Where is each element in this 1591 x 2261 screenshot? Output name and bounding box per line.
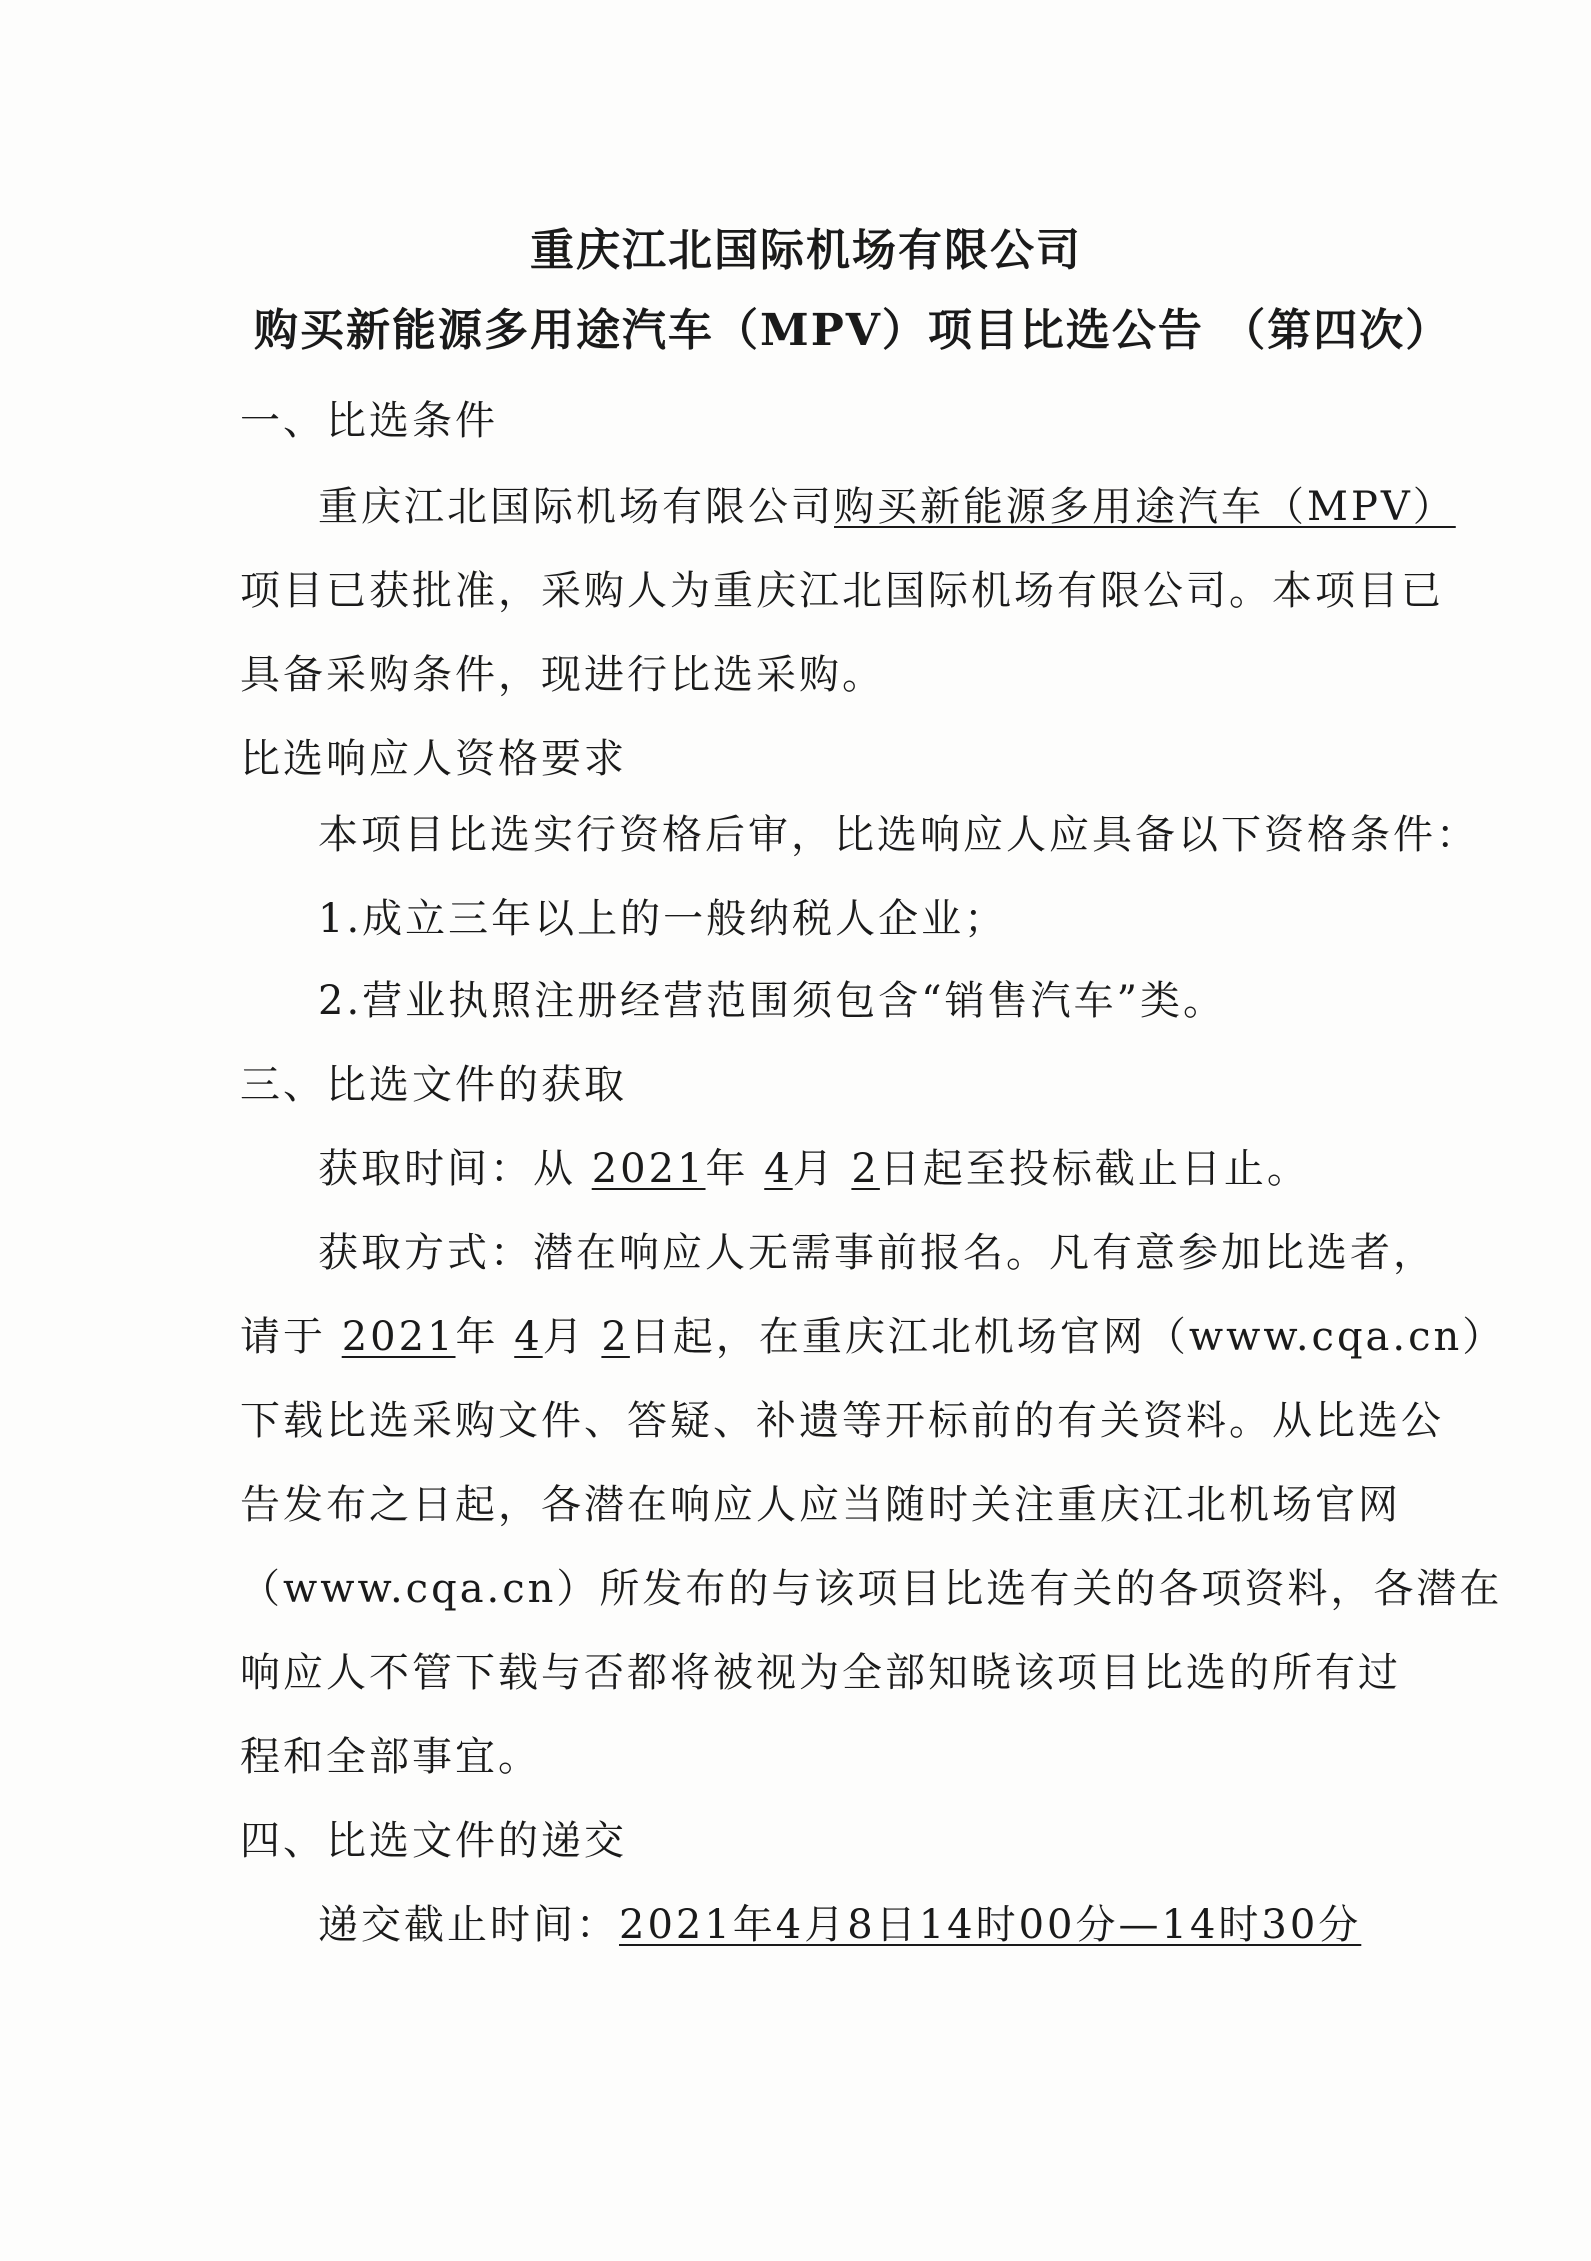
section-1-paragraph-line-1: [318, 482, 1456, 532]
acquisition-method-line-4: 告发布之日起，各潜在响应人应当随时关注重庆江北机场官网: [240, 1482, 1401, 1528]
acquisition-method-line-5: （www.cqa.cn）所发布的与该项目比选有关的各项资料，各潜在: [240, 1566, 1503, 1612]
acquisition-method-year-unit: 年: [455, 1314, 499, 1360]
acquisition-time-month: 4: [764, 1146, 793, 1192]
acquisition-method-year: 2021: [341, 1314, 456, 1360]
submission-deadline-value: 2021年4月8日14时00分—14时30分: [619, 1902, 1362, 1948]
acquisition-method-month: 4: [514, 1314, 543, 1360]
acquisition-method-month-unit: 月: [542, 1314, 586, 1360]
acquisition-method-line-3: 下载比选采购文件、答疑、补遗等开标前的有关资料。从比选公: [240, 1398, 1444, 1444]
section-1-paragraph-line-3: 具备采购条件，现进行比选采购。: [240, 652, 885, 698]
section-1-paragraph-line-2: 项目已获批准，采购人为重庆江北国际机场有限公司。本项目已: [240, 568, 1444, 614]
acquisition-time-year-unit: 年: [705, 1146, 749, 1192]
qualification-item-1: 1.成立三年以上的一般纳税人企业；: [318, 896, 1008, 942]
acquisition-time: [318, 1144, 1310, 1194]
section-4-heading: 四、比选文件的递交: [240, 1818, 627, 1864]
section-2-intro: 本项目比选实行资格后审，比选响应人应具备以下资格条件：: [318, 812, 1479, 858]
document-title-company: 重庆江北国际机场有限公司: [530, 225, 1082, 276]
submission-deadline-label: 递交截止时间：: [318, 1902, 619, 1948]
section-2-heading: 比选响应人资格要求: [240, 736, 627, 782]
acquisition-method-prefix: 请于: [240, 1314, 326, 1360]
qualification-item-2: 2.营业执照注册经营范围须包含“销售汽车”类。: [318, 978, 1227, 1024]
section-1-heading: 一、比选条件: [240, 398, 498, 444]
section-1-project-name: 购买新能源多用途汽车（MPV）: [834, 484, 1456, 530]
acquisition-method-line-2: [240, 1312, 1505, 1362]
acquisition-time-label: 获取时间：从: [318, 1146, 576, 1192]
acquisition-method-line-7: 程和全部事宜。: [240, 1734, 541, 1780]
acquisition-method-suffix: 日起，在重庆江北机场官网（www.cqa.cn）: [629, 1314, 1506, 1360]
acquisition-method-day: 2: [601, 1314, 630, 1360]
acquisition-time-suffix: 日起至投标截止日止。: [879, 1146, 1310, 1192]
acquisition-time-year: 2021: [591, 1146, 706, 1192]
section-1-prefix: 重庆江北国际机场有限公司: [318, 484, 834, 530]
acquisition-method-line-1: 获取方式：潜在响应人无需事前报名。凡有意参加比选者，: [318, 1230, 1436, 1276]
document-title-project: 购买新能源多用途汽车（MPV）项目比选公告 （第四次）: [254, 305, 1452, 356]
acquisition-time-month-unit: 月: [792, 1146, 836, 1192]
acquisition-time-day: 2: [851, 1146, 880, 1192]
submission-deadline: [318, 1900, 1361, 1950]
acquisition-method-line-6: 响应人不管下载与否都将被视为全部知晓该项目比选的所有过: [240, 1650, 1401, 1696]
section-3-heading: 三、比选文件的获取: [240, 1062, 627, 1108]
